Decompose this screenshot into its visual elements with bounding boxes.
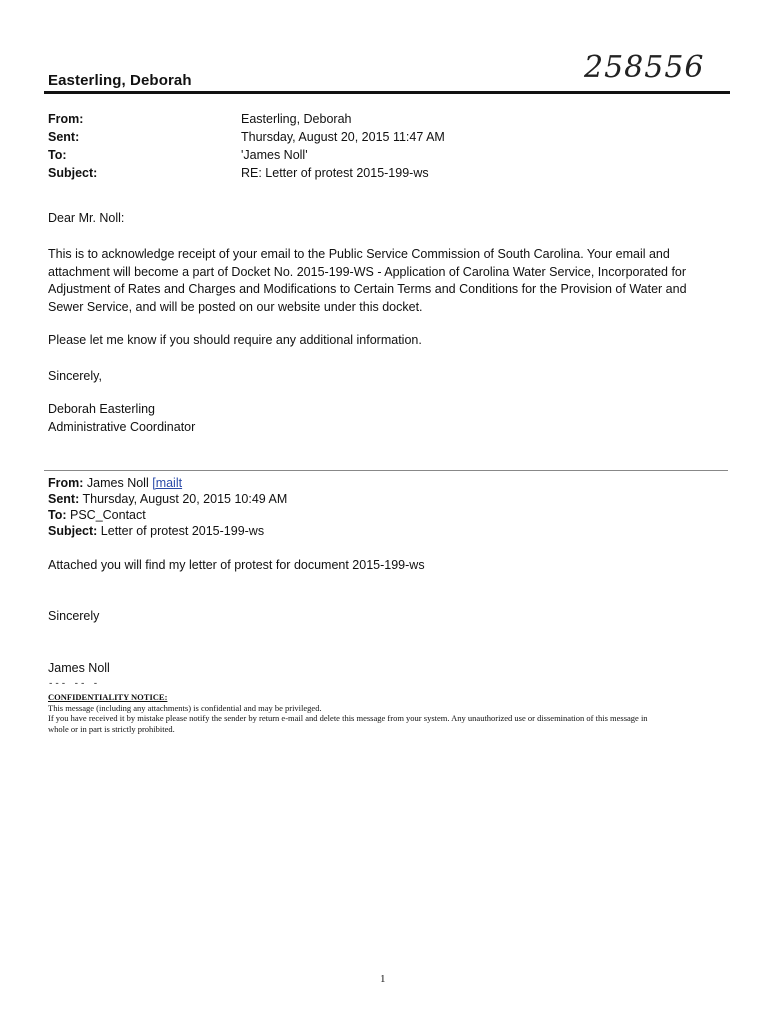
confidentiality-line: whole or in part is strictly prohibited. (48, 723, 175, 734)
redacted-line: --- -- - (48, 679, 100, 689)
orig-sent-row (48, 491, 287, 507)
body-line: Adjustment of Rates and Charges and Modifications to Certain Terms and Conditions for the Provision of Water and (48, 282, 687, 296)
confidentiality-title: CONFIDENTIALITY NOTICE: (48, 692, 168, 702)
followup-line: Please let me know if you should require any additional information. (48, 333, 422, 347)
orig-closing: Sincerely (48, 609, 100, 623)
orig-subject-value: Letter of protest 2015-199-ws (100, 524, 265, 538)
signature-title: Administrative Coordinator (48, 420, 196, 434)
orig-to-label: To: (48, 508, 67, 522)
orig-from-row (48, 475, 182, 491)
greeting: Dear Mr. Noll: (48, 211, 125, 225)
page-number: 1 (380, 973, 386, 985)
sent-value: Thursday, August 20, 2015 11:47 AM (241, 130, 445, 144)
orig-subject-label: Subject: (48, 524, 98, 538)
orig-subject-row (48, 523, 264, 539)
orig-sent-label: Sent: (48, 492, 80, 506)
confidentiality-notice (48, 692, 718, 734)
orig-to-value: PSC_Contact (70, 508, 146, 522)
orig-body: Attached you will find my letter of protest for document 2015-199-ws (48, 558, 425, 572)
body-line: This is to acknowledge receipt of your email to the Public Service Commission of South Carolina. Your email and (48, 247, 670, 261)
sent-label: Sent: (48, 130, 80, 144)
subject-value: RE: Letter of protest 2015-199-ws (241, 166, 429, 180)
orig-to-row (48, 507, 146, 523)
to-label: To: (48, 148, 67, 162)
handwritten-docket-number: 258556 (584, 50, 705, 85)
body-paragraph (48, 246, 728, 316)
from-value: Easterling, Deborah (241, 112, 352, 126)
subject-label: Subject: (48, 166, 98, 180)
confidentiality-line: This message (including any attachments) is confidential and may be privileged. (48, 702, 322, 713)
mailto-link[interactable]: [mailt (152, 476, 183, 490)
orig-signature-name: James Noll (48, 661, 110, 675)
sender-name-heading: Easterling, Deborah (48, 72, 192, 89)
body-line: attachment will become a part of Docket No. 2015-199-WS - Application of Carolina Water Service, Incorporated for (48, 264, 687, 279)
confidentiality-line: If you have received it by mistake please notify the sender by return e-mail and delete this message from your system. Any unauthorized use or dissemination of this message in (48, 713, 648, 723)
forward-divider (44, 470, 728, 471)
from-label: From: (48, 112, 84, 126)
body-line: Sewer Service, and will be posted on our website under this docket. (48, 299, 423, 314)
signature-name: Deborah Easterling (48, 402, 156, 416)
closing: Sincerely, (48, 369, 102, 383)
to-value: 'James Noll' (241, 148, 308, 162)
orig-sent-value: Thursday, August 20, 2015 10:49 AM (82, 492, 288, 506)
orig-from-value: James Noll (86, 476, 149, 490)
header-divider (44, 91, 730, 94)
orig-from-label: From: (48, 476, 84, 490)
